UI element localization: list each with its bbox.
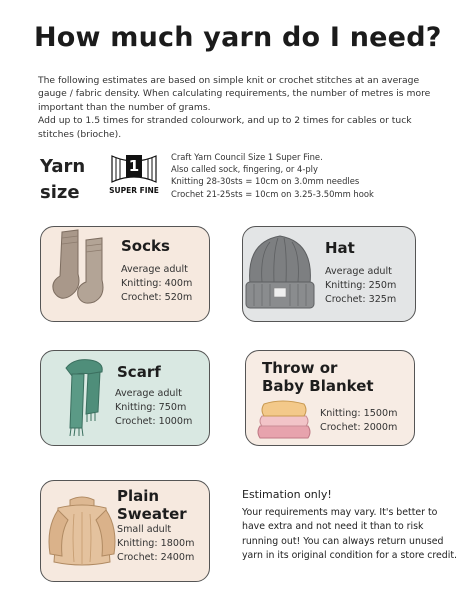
throw-line: Knitting: 1500m <box>320 408 398 419</box>
note-body: Your requirements may vary. It's better to have extra and not need it than to risk running out! You can always return unused yarn in its original condition for a store credit. <box>242 506 457 562</box>
blanket-illustration <box>252 396 316 444</box>
scarf-line: Average adult <box>115 388 182 399</box>
sweater-title-line1: Plain <box>117 487 160 505</box>
sweater-details <box>117 523 194 566</box>
hat-line: Average adult <box>325 266 392 277</box>
throw-line: Crochet: 2000m <box>320 422 398 434</box>
sweater-line: Crochet: 2400m <box>117 552 195 564</box>
throw-title-line1: Throw or <box>262 359 338 377</box>
socks-details <box>121 263 192 306</box>
yarn-size-description <box>171 151 431 200</box>
yarn-desc-line: Also called sock, fingering, or 4-ply <box>171 164 318 175</box>
sweater-line: Small adult <box>117 524 172 535</box>
yarn-desc-line: Knitting 28-30sts = 10cm on 3.0mm needles <box>171 176 360 187</box>
yarn-size-number: 1 <box>126 155 142 177</box>
scarf-illustration <box>60 354 110 444</box>
socks-title: Socks <box>121 237 170 255</box>
socks-line: Knitting: 400m <box>121 278 193 290</box>
sweater-illustration <box>44 492 120 576</box>
intro-paragraph-2: Add up to 1.5 times for stranded colourwork, and up to 2 times for cables or tuck stitches (brioche). <box>38 115 412 140</box>
socks-line: Crochet: 520m <box>121 292 193 304</box>
hat-line: Knitting: 250m <box>325 280 397 292</box>
throw-title-line2: Baby Blanket <box>262 377 374 395</box>
yarn-size-badge-text: SUPER FINE <box>109 186 159 195</box>
throw-title <box>262 359 374 395</box>
yarn-size-label <box>40 154 85 206</box>
yarn-skein-icon <box>108 152 160 200</box>
hat-line: Crochet: 325m <box>325 294 397 306</box>
hat-details <box>325 265 396 308</box>
page-title: How much yarn do I need? <box>34 22 442 53</box>
intro-paragraph-1: The following estimates are based on simple knit or crochet stitches at an average gauge / fabric density. When calculating requirements, the number of metres is more important than the number of grams. <box>38 75 431 113</box>
yarn-desc-line: Craft Yarn Council Size 1 Super Fine. <box>171 152 323 162</box>
scarf-line: Knitting: 750m <box>115 402 187 414</box>
sweater-title-line2: Sweater <box>117 505 187 523</box>
socks-line: Average adult <box>121 264 188 275</box>
sweater-title <box>117 487 187 523</box>
hat-illustration <box>240 228 320 318</box>
estimation-note <box>242 488 457 564</box>
yarn-size-label-line2: size <box>40 182 80 203</box>
socks-illustration <box>48 226 122 308</box>
yarn-size-label-line1: Yarn <box>40 156 86 177</box>
note-heading: Estimation only! <box>242 488 332 501</box>
hat-title: Hat <box>325 239 355 257</box>
scarf-line: Crochet: 1000m <box>115 416 193 428</box>
throw-details <box>320 407 397 435</box>
scarf-title: Scarf <box>117 363 161 381</box>
intro-text <box>38 74 438 141</box>
sweater-line: Knitting: 1800m <box>117 538 195 550</box>
yarn-desc-line: Crochet 21-25sts = 10cm on 3.25-3.50mm hook <box>171 188 374 199</box>
scarf-details <box>115 387 192 430</box>
